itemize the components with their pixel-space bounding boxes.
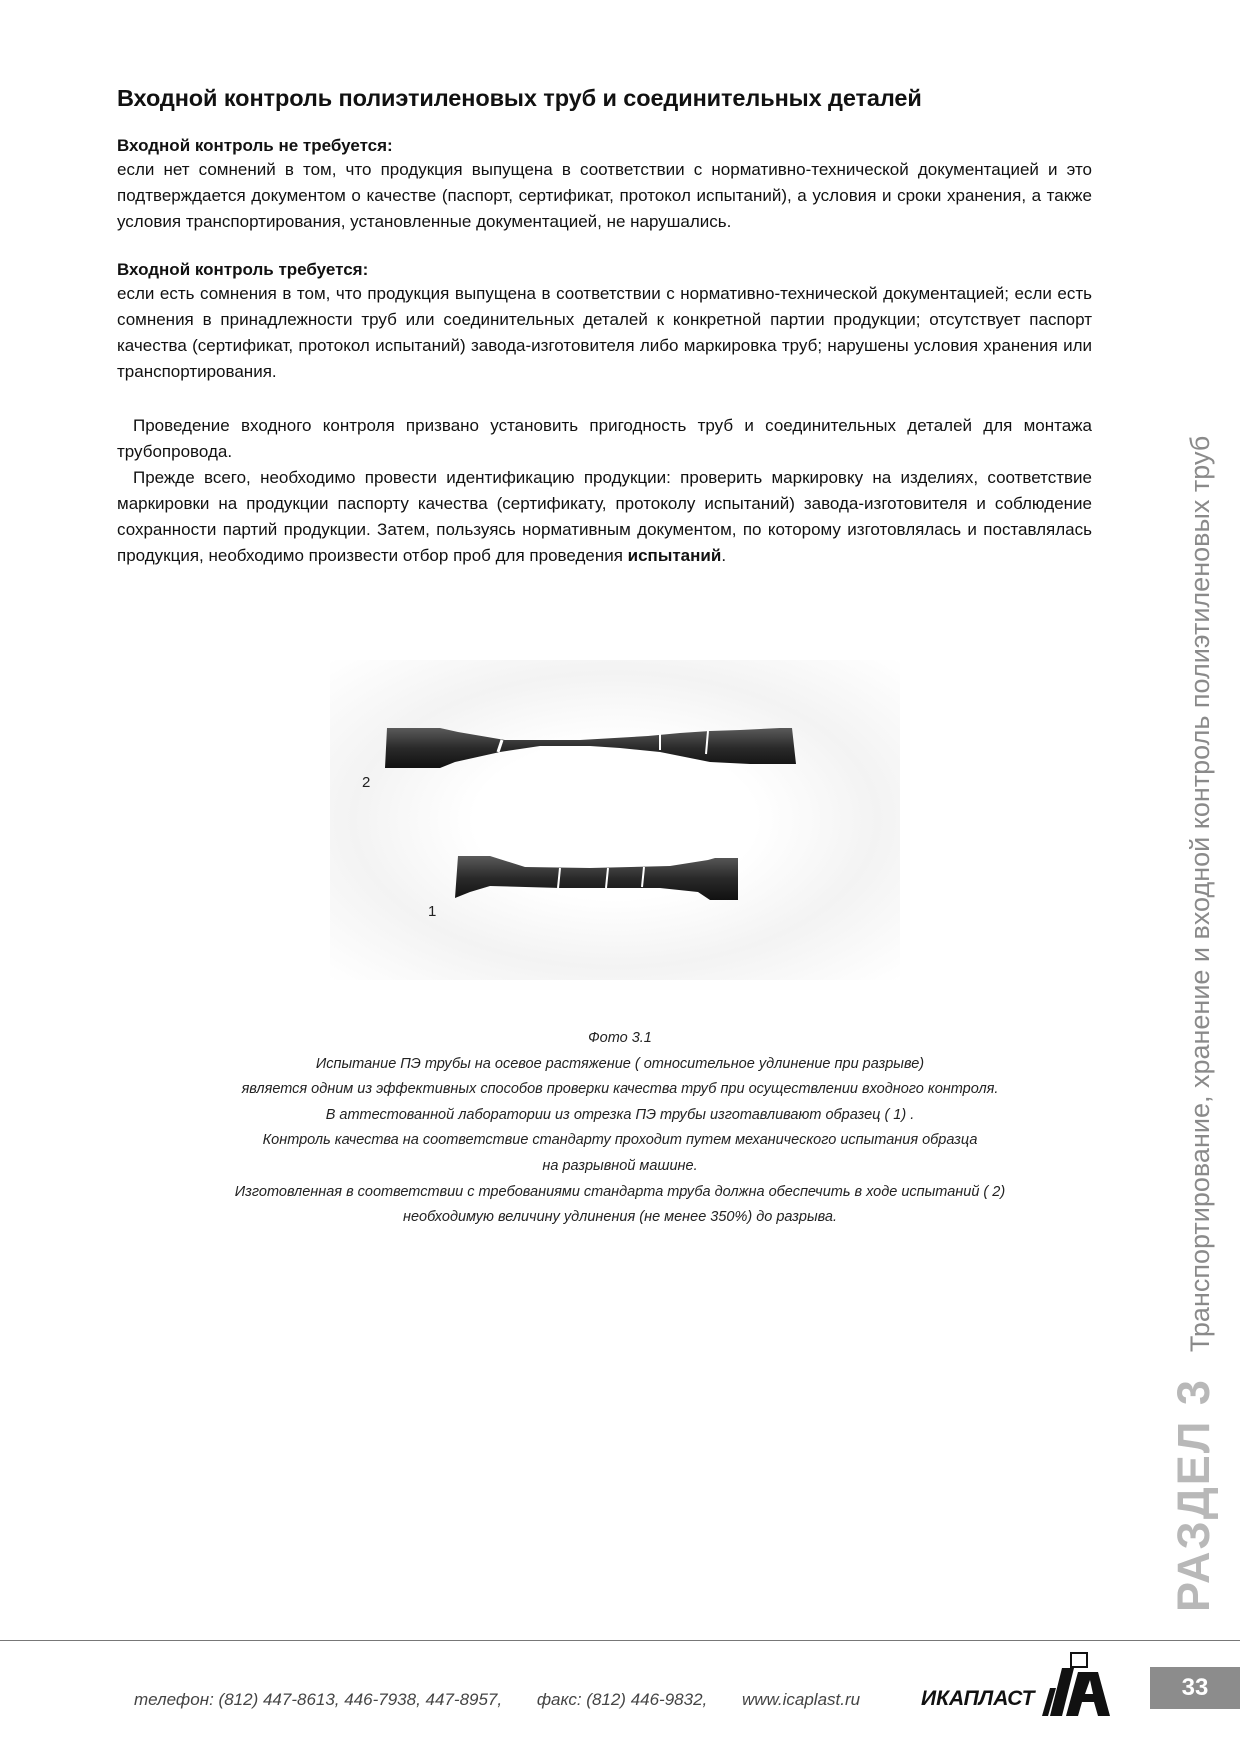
section-required: [117, 258, 1092, 385]
section-text: если нет сомнений в том, что продукция выпущена в соответствии с нормативно-технической документацией и это подтверждается документом о качестве (паспорт, сертификат, протокол испытаний), а условия и сроки хранения, а также условия транспортирования, установленные документацией, не нарушались.: [117, 160, 1092, 231]
specimen-photo: [330, 660, 900, 980]
footer-website[interactable]: www.icaplast.ru: [742, 1690, 861, 1709]
footer-fax: факс: (812) 446-9832,: [536, 1690, 708, 1709]
paragraph: [117, 465, 1092, 569]
caption-line: является одним из эффективных способов проверки качества труб при осуществлении входного контроля.: [241, 1081, 999, 1098]
section-text: если есть сомнения в том, что продукция выпущена в соответствии с нормативно-технической документацией; если есть сомнения в принадлежности труб или соединительных деталей к конкретной партии продукции; отсутствует паспорт качества (сертификат, протокол испытаний) завода-изготовителя либо маркировка труб; нарушены условия хранения или транспортирования.: [117, 284, 1092, 381]
caption-line: необходимую величину удлинения (не менее 350%) до разрыва.: [403, 1209, 837, 1226]
section-heading: Входной контроль не требуется:: [117, 136, 393, 155]
footer-contacts: [134, 1690, 890, 1710]
bold-term: испытаний: [627, 546, 722, 565]
specimen-illustration: [330, 660, 900, 980]
body-paragraphs: [117, 413, 1092, 569]
original-specimen: [455, 856, 738, 900]
page-number: 33: [1150, 1667, 1240, 1709]
section-not-required: [117, 134, 1092, 235]
caption-line: Испытание ПЭ трубы на осевое растяжение ( относительное удлинение при разрыве): [315, 1055, 925, 1072]
section-topic: Транспортирование, хранение и входной контроль полиэтиленовых труб: [1185, 435, 1215, 1353]
paragraph-end: .: [721, 546, 727, 565]
specimen-label-2: 2: [362, 774, 371, 791]
caption-line: Изготовленная в соответствии с требованиями стандарта труба должна обеспечить в ходе испытаний ( 2): [234, 1183, 1006, 1200]
paragraph-text: Прежде всего, необходимо провести идентификацию продукции: проверить маркировку на изделиях, соответствие маркировки на продукции паспорту качества (сертификату, протоколу испытаний) завода-изготовителя и соблюдение сохранности партий продукции. Затем, пользуясь нормативным документом, по которому изготовлялась и поставлялась продукция, необходимо произвести отбор проб для проведения: [117, 468, 1092, 565]
specimen-label-1: 1: [428, 903, 437, 920]
stretched-specimen: [385, 728, 796, 768]
caption-line: В аттестованной лаборатории из отрезка ПЭ трубы изготавливают образец ( 1) .: [325, 1106, 915, 1123]
page-title: Входной контроль полиэтиленовых труб и соединительных деталей: [117, 85, 922, 111]
caption-line: Фото 3.1: [588, 1030, 652, 1046]
ica-logo-icon: [1040, 1648, 1120, 1720]
paragraph: Проведение входного контроля призвано установить пригодность труб и соединительных деталей для монтажа трубопровода.: [117, 416, 1092, 461]
caption-line: на разрывной машине.: [542, 1157, 698, 1174]
footer-divider: [0, 1640, 1240, 1641]
section-heading: Входной контроль требуется:: [117, 260, 369, 279]
brand-name: ИКАПЛАСТ: [921, 1687, 1035, 1710]
footer-phone: телефон: (812) 447-8613, 446-7938, 447-8957,: [134, 1690, 503, 1709]
section-number: РАЗДЕЛ 3: [1168, 1378, 1219, 1612]
main-content: [117, 82, 1092, 569]
vertical-section-title: [1168, 436, 1220, 1612]
caption-line: Контроль качества на соответствие стандарту проходит путем механического испытания образца: [262, 1132, 978, 1149]
photo-caption: [140, 1026, 1100, 1231]
